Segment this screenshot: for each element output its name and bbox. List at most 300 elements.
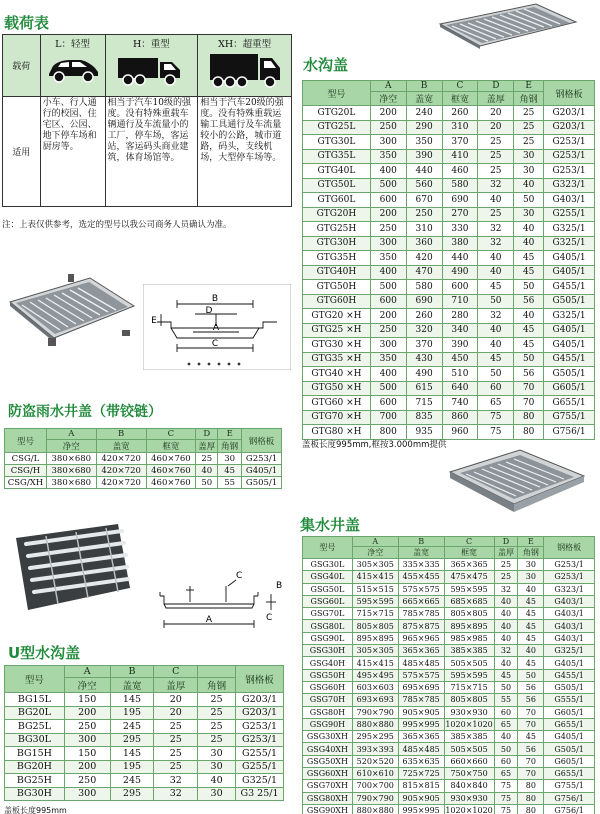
table-cell: 30 <box>198 747 236 761</box>
table-cell: G323/1 <box>544 178 595 193</box>
table-cell: 32 <box>478 178 514 193</box>
table-cell: 40 <box>478 265 514 280</box>
table-cell: 440 <box>406 164 442 179</box>
table-cell: 70 <box>518 755 544 767</box>
table-row <box>303 396 595 411</box>
table-cell: 300 <box>64 787 110 801</box>
table-cell: 715 <box>406 396 442 411</box>
table-cell: 25 <box>154 720 198 734</box>
table-cell: 805×805 <box>352 620 398 632</box>
table-cell: GSG50L <box>303 583 353 595</box>
car-icon <box>45 50 101 84</box>
table-cell: 995×995 <box>398 804 444 814</box>
table-cell: GTG60H <box>303 294 371 309</box>
theft-section-title: 防盗雨水井盖（带铰链） <box>8 404 162 420</box>
table-cell: 460×760 <box>146 453 196 465</box>
table-cell: CSG/H <box>5 465 47 477</box>
table-cell: 55 <box>218 477 242 489</box>
table-row <box>303 207 595 222</box>
table-cell: 30 <box>198 787 236 801</box>
table-cell: 56 <box>514 367 544 382</box>
table-cell: 20 <box>154 693 198 707</box>
table-row <box>5 453 282 465</box>
table-row <box>5 760 284 774</box>
table-cell: 380×680 <box>46 477 96 489</box>
table-cell: 25 <box>478 164 514 179</box>
table-cell: G325/1 <box>544 645 595 657</box>
table-row <box>303 669 595 681</box>
table-cell: 56 <box>514 294 544 309</box>
heavy-truck-icon <box>208 50 282 88</box>
table-cell: G403/1 <box>544 620 595 632</box>
table-row <box>5 774 284 788</box>
table-cell: 65 <box>494 718 518 730</box>
gutter-note: 盖板长度995mm,框按3.000mm提供 <box>302 440 447 450</box>
col-d: D <box>478 81 514 92</box>
table-cell: G505/1 <box>544 743 595 755</box>
table-cell: 65 <box>494 768 518 780</box>
table-cell: 32 <box>478 309 514 324</box>
table-cell: G325/1 <box>544 222 595 237</box>
table-cell: 385×385 <box>444 731 494 743</box>
table-cell: G403/1 <box>544 608 595 620</box>
table-cell: GTG50H <box>303 280 371 295</box>
table-cell: 490 <box>442 265 478 280</box>
table-cell: 50 <box>518 669 544 681</box>
col-a: A <box>370 81 406 92</box>
table-cell: 420×720 <box>96 465 146 477</box>
table-cell: G253/1 <box>236 720 284 734</box>
table-cell: 805×805 <box>444 608 494 620</box>
table-cell: 695×695 <box>398 681 444 693</box>
table-cell: 420×720 <box>96 477 146 489</box>
table-cell: G405/1 <box>544 731 595 743</box>
table-cell: G605/1 <box>544 381 595 396</box>
table-cell: 415×415 <box>352 657 398 669</box>
table-cell: 20 <box>478 120 514 135</box>
sump-table-body <box>303 559 595 814</box>
table-cell: 25 <box>154 733 198 747</box>
table-cell: 195 <box>110 760 154 774</box>
table-cell: 50 <box>478 367 514 382</box>
extra-heavy-description: 相当于汽车20级的强度。没有特殊重载运输工具通行及车流量较小的公路，城市道路，码头，支线机场，大型停车场等。 <box>198 97 292 207</box>
table-cell: G325/1 <box>544 309 595 324</box>
table-cell: 45 <box>518 731 544 743</box>
table-row <box>303 595 595 607</box>
table-cell: 145 <box>110 747 154 761</box>
table-cell: G325/1 <box>544 236 595 251</box>
grating-photo-gutter <box>4 272 140 352</box>
table-cell: BG25H <box>5 774 65 788</box>
table-cell: 365×365 <box>398 645 444 657</box>
table-cell: 600 <box>442 280 478 295</box>
grating-photo-u <box>6 518 138 618</box>
table-cell: 875×875 <box>398 620 444 632</box>
table-cell: 40 <box>198 774 236 788</box>
table-cell: 685×685 <box>444 595 494 607</box>
table-row <box>303 559 595 571</box>
table-cell: 965×965 <box>398 632 444 644</box>
gutter-cover-table: 型号 A B C D E 钢格板 净空 盖宽 框宽 盖厚 角钢 GTG20L 200 240 260 20 25 G203/1 GTG25L 250 290 310 20 25 G203/1 GTG30L 300 350 370 25 25 G253/1 GTG35L 350 390 410 25 30 G253/1 GTG40L 400 440 460 25 30 G253/1 GTG50L 500 560 580 32 40 G323/1 GTG60L 600 670 690 40 50 G403/1 GTG20H 200 250 270 25 30 G255/1 GTG25H 250 310 330 32 40 G325/1 GTG30H 300 360 380 32 40 G325/1 GTG35H 350 420 440 40 45 G405/1 GTG40H 400 470 490 40 45 G405/1 GTG50H 500 580 600 45 50 G455/1 GTG60H 600 690 710 50 56 G505/1 GTG20 ×H 200 260 280 32 40 G325/1 GTG25 ×H 250 320 340 40 45 G405/1 GTG30 ×H 300 370 390 40 45 G405/1 GTG35 ×H 350 430 450 45 50 G455/1 GTG40 ×H 400 490 510 50 56 G505/1 GTG50 ×H 500 615 640 60 70 G605/1 GTG60 ×H 600 715 740 65 70 G655/1 GTG70 ×H 700 835 860 75 80 G755/1 GTG80 ×H 800 935 960 75 80 G756/1 <box>302 80 595 440</box>
table-cell: 50 <box>478 294 514 309</box>
table-cell: 80 <box>518 780 544 792</box>
table-cell: 40 <box>494 632 518 644</box>
table-cell: 460 <box>442 164 478 179</box>
table-cell: 690 <box>442 193 478 208</box>
table-cell: 290 <box>406 120 442 135</box>
table-row <box>303 309 595 324</box>
table-cell: CSG/XH <box>5 477 47 489</box>
table-cell: GSG30XH <box>303 731 353 743</box>
table-cell: GTG50L <box>303 178 371 193</box>
table-row <box>5 693 284 707</box>
table-cell: G555/1 <box>544 694 595 706</box>
table-cell: 40 <box>478 193 514 208</box>
table-cell: 25 <box>494 559 518 571</box>
table-cell: 32 <box>478 236 514 251</box>
table-cell: 860 <box>442 410 478 425</box>
table-cell: 200 <box>370 106 406 121</box>
table-cell: G3 25/1 <box>236 787 284 801</box>
u-note: 盖板长度995mm <box>4 806 67 814</box>
table-cell: G505/1 <box>544 367 595 382</box>
table-cell: G203/1 <box>544 106 595 121</box>
table-cell: 40 <box>494 657 518 669</box>
table-cell: G405/1 <box>544 338 595 353</box>
table-cell: GTG60L <box>303 193 371 208</box>
table-cell: GTG25 ×H <box>303 323 371 338</box>
table-cell: 70 <box>514 381 544 396</box>
table-cell: 80 <box>514 410 544 425</box>
table-cell: GSG30L <box>303 559 353 571</box>
gutter-cross-section-diagram <box>143 284 291 370</box>
diagram2-label-a: A <box>205 615 213 625</box>
table-cell: G325/1 <box>236 774 284 788</box>
table-row <box>303 792 595 804</box>
table-cell: 250 <box>64 720 110 734</box>
table-cell: 80 <box>518 804 544 814</box>
table-row <box>303 743 595 755</box>
table-row <box>5 477 282 489</box>
table-cell: G455/1 <box>544 280 595 295</box>
table-cell: 32 <box>494 645 518 657</box>
table-cell: G405/1 <box>242 465 282 477</box>
table-cell: 390 <box>442 338 478 353</box>
table-cell: 70 <box>518 706 544 718</box>
table-cell: BG30L <box>5 733 65 747</box>
table-cell: 70 <box>518 768 544 780</box>
table-cell: 560 <box>406 178 442 193</box>
table-cell: 40 <box>494 595 518 607</box>
table-cell: 25 <box>196 453 218 465</box>
table-cell: 25 <box>514 106 544 121</box>
table-row <box>303 193 595 208</box>
table-cell: 500 <box>370 280 406 295</box>
table-cell: 500 <box>370 178 406 193</box>
table-cell: G655/1 <box>544 718 595 730</box>
table-cell: 490 <box>406 367 442 382</box>
table-cell: 430 <box>406 352 442 367</box>
table-cell: 365×365 <box>398 731 444 743</box>
table-cell: BG25L <box>5 720 65 734</box>
table-cell: G253/1 <box>544 149 595 164</box>
table-row <box>303 681 595 693</box>
table-cell: 575×575 <box>398 583 444 595</box>
table-row <box>303 410 595 425</box>
table-row <box>303 251 595 266</box>
table-cell: GSG60L <box>303 595 353 607</box>
table-cell: 20 <box>154 706 198 720</box>
table-cell: 600 <box>370 294 406 309</box>
table-row <box>5 706 284 720</box>
table-cell: 260 <box>406 309 442 324</box>
table-cell: 785×785 <box>398 694 444 706</box>
col-grating: 钢格板 <box>544 81 595 106</box>
table-cell: GTG70 ×H <box>303 410 371 425</box>
table-cell: 25 <box>198 733 236 747</box>
table-cell: 495×495 <box>352 669 398 681</box>
table-cell: 300 <box>370 338 406 353</box>
table-row <box>303 804 595 814</box>
table-cell: 385×385 <box>444 645 494 657</box>
table-cell: 45 <box>518 595 544 607</box>
table-cell: 485×485 <box>398 743 444 755</box>
truck-icon <box>116 50 186 86</box>
table-cell: 350 <box>370 149 406 164</box>
table-cell: 300 <box>64 733 110 747</box>
table-cell: 40 <box>514 178 544 193</box>
table-cell: 1020×1020 <box>444 804 494 814</box>
table-cell: 50 <box>514 193 544 208</box>
table-cell: 45 <box>518 632 544 644</box>
table-cell: 45 <box>518 657 544 669</box>
table-cell: 40 <box>514 236 544 251</box>
table-cell: 670 <box>406 193 442 208</box>
table-cell: G505/1 <box>242 477 282 489</box>
table-row <box>303 645 595 657</box>
table-cell: 995×995 <box>398 718 444 730</box>
table-cell: 30 <box>518 571 544 583</box>
table-cell: G403/1 <box>544 595 595 607</box>
table-cell: G253/1 <box>544 571 595 583</box>
table-cell: 50 <box>196 477 218 489</box>
table-cell: GTG40L <box>303 164 371 179</box>
table-cell: 460×760 <box>146 477 196 489</box>
table-row <box>303 608 595 620</box>
table-cell: 45 <box>478 280 514 295</box>
table-cell: 515×515 <box>352 583 398 595</box>
table-cell: 600 <box>370 396 406 411</box>
table-cell: 785×785 <box>398 608 444 620</box>
table-cell: 690 <box>406 294 442 309</box>
table-cell: 790×790 <box>352 706 398 718</box>
table-cell: 25 <box>198 706 236 720</box>
table-cell: 32 <box>154 787 198 801</box>
table-cell: 400 <box>370 164 406 179</box>
table-cell: 905×905 <box>398 792 444 804</box>
table-cell: 475×475 <box>444 571 494 583</box>
table-row <box>303 135 595 150</box>
table-cell: 25 <box>514 135 544 150</box>
table-cell: 310 <box>406 222 442 237</box>
table-cell: 640 <box>442 381 478 396</box>
diagram1-label-e: E <box>151 316 157 326</box>
table-cell: 895×895 <box>352 632 398 644</box>
table-cell: 145 <box>110 693 154 707</box>
table-cell: 725×725 <box>398 768 444 780</box>
table-cell: 715×715 <box>352 608 398 620</box>
table-row <box>303 106 595 121</box>
table-row <box>303 381 595 396</box>
table-cell: 370 <box>406 338 442 353</box>
category-extra-heavy: XH：超重型 <box>198 35 292 97</box>
table-cell: 300 <box>370 236 406 251</box>
table-cell: 485×485 <box>398 657 444 669</box>
load-section-title: 载荷表 <box>4 14 50 32</box>
table-cell: 30 <box>514 207 544 222</box>
table-cell: BG15H <box>5 747 65 761</box>
table-cell: 595×595 <box>444 583 494 595</box>
table-cell: BG15L <box>5 693 65 707</box>
table-cell: 460×760 <box>146 465 196 477</box>
table-cell: GSG80H <box>303 706 353 718</box>
table-cell: 25 <box>478 135 514 150</box>
table-cell: 32 <box>478 222 514 237</box>
table-cell: 65 <box>478 396 514 411</box>
table-cell: GTG30 ×H <box>303 338 371 353</box>
table-cell: 930×930 <box>444 792 494 804</box>
diagram1-label-c: C <box>211 339 219 349</box>
table-cell: 80 <box>518 792 544 804</box>
table-cell: 40 <box>514 222 544 237</box>
table-cell: 603×603 <box>352 681 398 693</box>
table-cell: 250 <box>370 323 406 338</box>
heavy-description: 相当于汽车10级的强度。没有特殊重载车辆通行及车流量小的工厂，停车场，客运站，客运码头商业建筑，体育场馆等。 <box>105 97 198 207</box>
table-cell: 40 <box>478 323 514 338</box>
table-row <box>303 632 595 644</box>
col-model: 型号 <box>303 81 371 106</box>
table-cell: 30 <box>198 760 236 774</box>
table-cell: 693×693 <box>352 694 398 706</box>
table-cell: G505/1 <box>544 294 595 309</box>
table-row <box>303 178 595 193</box>
grating-photo-top <box>432 2 582 50</box>
table-cell: 400 <box>370 265 406 280</box>
load-table-note: 注：上表仅供参考，选定的型号以我公司商务人员确认为准。 <box>2 220 232 230</box>
table-cell: G253/1 <box>242 453 282 465</box>
table-cell: 40 <box>518 583 544 595</box>
table-cell: G655/1 <box>544 768 595 780</box>
table-cell: 200 <box>370 309 406 324</box>
table-cell: 740 <box>442 396 478 411</box>
table-cell: 505×505 <box>444 743 494 755</box>
table-cell: 450 <box>442 352 478 367</box>
table-cell: GSG30H <box>303 645 353 657</box>
table-cell: 45 <box>514 251 544 266</box>
table-row <box>303 149 595 164</box>
table-cell: 240 <box>406 106 442 121</box>
table-cell: GSG70L <box>303 608 353 620</box>
table-cell: 250 <box>64 774 110 788</box>
table-row <box>303 731 595 743</box>
table-cell: 75 <box>478 410 514 425</box>
table-cell: 25 <box>494 571 518 583</box>
table-cell: 70 <box>514 396 544 411</box>
table-cell: 280 <box>442 309 478 324</box>
table-cell: G505/1 <box>544 681 595 693</box>
table-cell: 40 <box>478 251 514 266</box>
table-cell: 840×840 <box>444 780 494 792</box>
table-cell: GSG40H <box>303 657 353 669</box>
table-cell: GTG40H <box>303 265 371 280</box>
table-cell: 710 <box>442 294 478 309</box>
gutter-table-body <box>303 106 595 440</box>
table-row <box>303 780 595 792</box>
table-cell: 455×455 <box>398 571 444 583</box>
table-cell: 20 <box>478 106 514 121</box>
table-cell: 380×680 <box>46 465 96 477</box>
table-cell: GSG40XH <box>303 743 353 755</box>
table-cell: 60 <box>478 381 514 396</box>
table-row <box>303 768 595 780</box>
table-cell: 30 <box>218 453 242 465</box>
table-cell: 45 <box>518 608 544 620</box>
table-cell: 835 <box>406 410 442 425</box>
table-cell: GTG40 ×H <box>303 367 371 382</box>
table-cell: 880×880 <box>352 804 398 814</box>
table-cell: 595×595 <box>352 595 398 607</box>
table-cell: 365×365 <box>444 559 494 571</box>
table-cell: 260 <box>442 106 478 121</box>
table-cell: 40 <box>494 731 518 743</box>
table-cell: 25 <box>478 149 514 164</box>
table-cell: GTG80 ×H <box>303 425 371 440</box>
table-cell: 805×805 <box>444 694 494 706</box>
table-cell: 150 <box>64 747 110 761</box>
table-cell: G253/1 <box>544 164 595 179</box>
col-c: C <box>442 81 478 92</box>
table-row <box>303 718 595 730</box>
table-cell: 1020×1020 <box>445 720 493 729</box>
table-cell: 25 <box>198 720 236 734</box>
table-cell: G756/1 <box>544 792 595 804</box>
table-cell: 715×715 <box>444 681 494 693</box>
table-cell: G203/1 <box>544 120 595 135</box>
table-cell: 360 <box>406 236 442 251</box>
table-cell: 415×415 <box>352 571 398 583</box>
table-cell: 50 <box>514 280 544 295</box>
table-cell: GTG35H <box>303 251 371 266</box>
table-cell: 245 <box>110 720 154 734</box>
table-cell: 750×750 <box>444 768 494 780</box>
table-row <box>5 465 282 477</box>
table-cell: 790×790 <box>352 792 398 804</box>
table-cell: 575×575 <box>398 669 444 681</box>
sump-cover-table: 型号 A B C D E 钢格板 净空 盖宽 框宽 盖厚 角钢 GSG30L 305×305 335×335 365×365 25 30 G253/1 GSG40L 415×415 455×455 475×475 25 30 G253/1 GSG50L 515×515 575×575 595×595 32 40 G323/1 GSG60L 595×595 665×665 685×685 40 45 G403/1 GSG70L 715×715 785×785 805×805 40 45 G403/1 GSG80L 805×805 875×875 895×895 40 45 G403/1 GSG90L 895×895 965×965 985×985 40 45 G403/1 GSG30H 305×305 365×365 385×385 32 40 G325/1 GSG40H 415×415 485×485 505×505 40 45 G405/1 GSG50H 495×495 575×575 595×595 45 50 G455/1 GSG60H 603×603 695×695 715×715 50 56 G505/1 GSG70H 693×693 785×785 805×805 55 56 G555/1 GSG80H 790×790 905×905 930×930 60 70 G605/1 GSG90H 880×880 995×995 1020×1020 65 70 G655/1 GSG30XH 295×295 365×365 385×385 40 45 G405/1 GSG40XH 393×393 485×485 505×505 50 56 G505/1 GSG50XH 520×520 635×635 660×660 60 70 G605/1 GSG60XH 610×610 725×725 750×750 65 70 G655/1 GSG70XH 700×700 815×815 840×840 75 80 G755/1 GSG80XH 790×790 905×905 930×930 75 80 G756/1 GSG90XH 880×880 995×995 1020×1020 75 80 G756/1 <box>302 536 595 814</box>
table-cell: G605/1 <box>544 755 595 767</box>
table-cell: 600 <box>370 193 406 208</box>
table-cell: GTG20 ×H <box>303 309 371 324</box>
table-cell: 45 <box>218 465 242 477</box>
table-cell: 295 <box>110 787 154 801</box>
table-cell: 30 <box>514 164 544 179</box>
table-cell: 56 <box>518 681 544 693</box>
theft-cover-table: 型号 A B C D E 钢格板 净空 盖宽 框宽 盖厚 角钢 CSG/L 380×680 420×720 460×760 25 30 G253/1 CSG/H 380×680 420×720 460×760 40 45 G405/1 CSG/XH 380×680 420×720 460×760 50 55 G505/1 <box>4 428 282 489</box>
table-cell: GSG50XH <box>303 755 353 767</box>
table-cell: 45 <box>514 323 544 338</box>
table-cell: 393×393 <box>352 743 398 755</box>
table-cell: 30 <box>518 559 544 571</box>
